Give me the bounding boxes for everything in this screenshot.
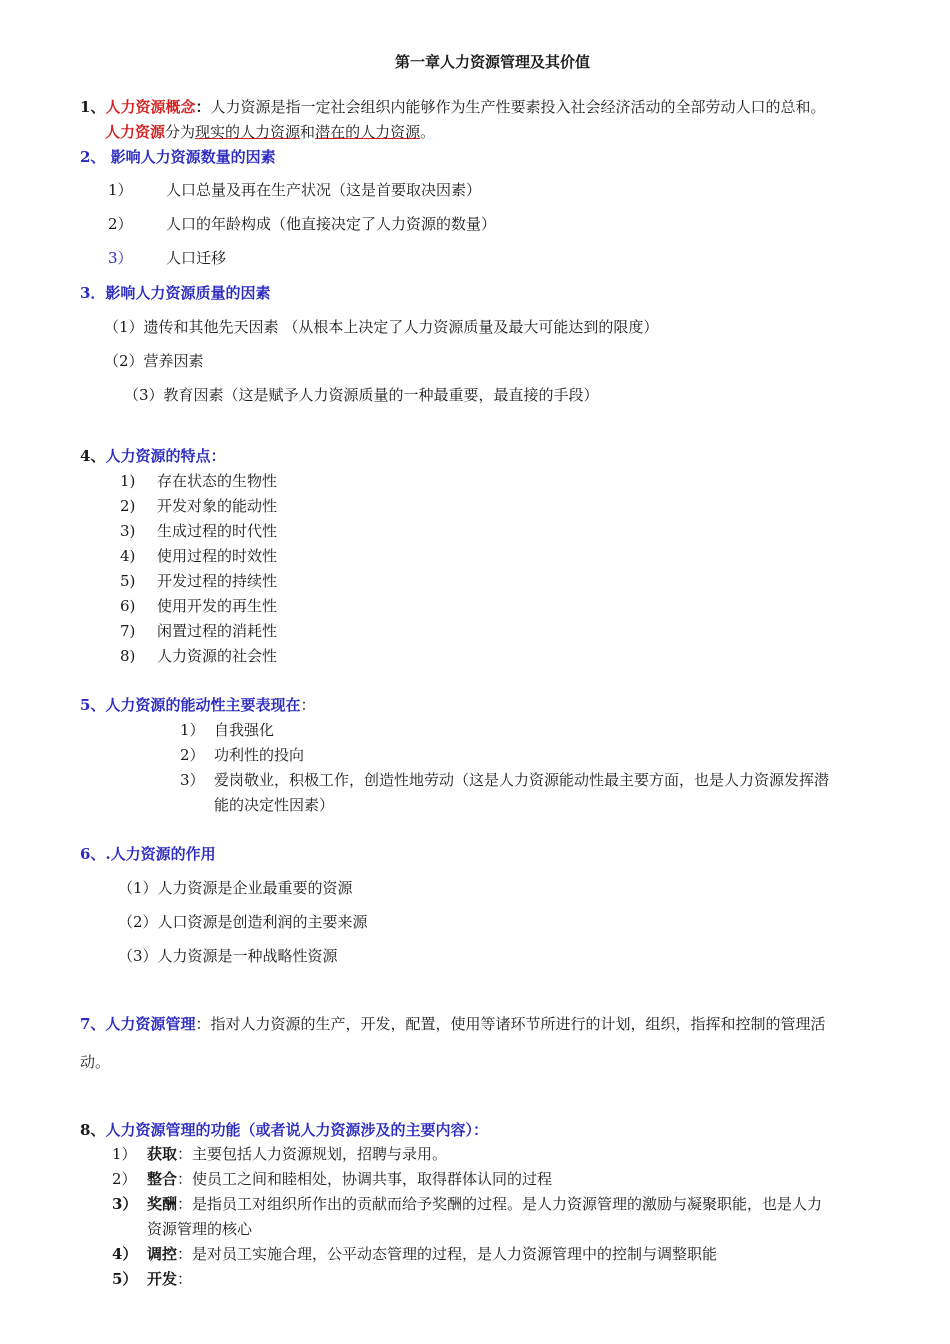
section-1-definition: 人力资源是指一定社会组织内能够作为生产性要素投入社会经济活动的全部劳动人口的总和。 — [210, 98, 826, 116]
s8-item-4-num: 4） — [112, 1245, 138, 1263]
s8-item-2-num: 2） — [112, 1170, 137, 1188]
s4-item-8-num: 8) — [120, 647, 136, 665]
section-8-heading: 人力资源管理的功能（或者说人力资源涉及的主要内容）： — [105, 1121, 488, 1139]
s5-item-2-num: 2） — [180, 746, 205, 764]
s4-item-5-num: 5) — [120, 572, 136, 590]
s2-item-3-num: 3） — [108, 249, 133, 267]
s4-item-1-num: 1) — [120, 472, 136, 490]
section-5-heading: 5、人力资源的能动性主要表现在 — [80, 696, 301, 714]
s8-item-1-text: ：主要包括人力资源规划，招聘与录用。 — [177, 1145, 448, 1163]
section-1-colon: ： — [195, 98, 211, 116]
s8-item-2 — [147, 1168, 552, 1190]
s8-item-3-text-cont: 资源管理的核心 — [147, 1220, 253, 1238]
section-5-colon: ： — [300, 696, 316, 714]
s8-item-5-num: 5） — [112, 1270, 138, 1288]
section-4-number: 4、 — [80, 447, 106, 465]
s4-item-1-text: 存在状态的生物性 — [157, 472, 278, 490]
s6-item-3: （3）人力资源是一种战略性资源 — [118, 947, 338, 965]
section-8-number: 8、 — [80, 1121, 106, 1139]
s4-item-7-num: 7) — [120, 622, 136, 640]
s8-item-1-num: 1） — [112, 1145, 137, 1163]
s6-item-2: （2）人口资源是创造利润的主要来源 — [118, 913, 368, 931]
s3-item-3: （3）教育因素（这是赋予人力资源质量的一种最重要，最直接的手段） — [124, 386, 599, 404]
s5-item-2-text: 功利性的投向 — [214, 746, 305, 764]
s8-item-1-key: 获取 — [147, 1145, 178, 1163]
s5-item-1-text: 自我强化 — [214, 721, 275, 739]
s8-item-1 — [147, 1143, 447, 1165]
section-1-line-1 — [80, 96, 825, 118]
s4-item-3-text: 生成过程的时代性 — [157, 522, 278, 540]
s4-item-6-num: 6) — [120, 597, 136, 615]
section-1-text-b: 和 — [300, 123, 316, 141]
section-7-line-1 — [80, 1013, 825, 1035]
section-1-text-end: 。 — [420, 123, 436, 141]
s8-item-3-num: 3） — [112, 1195, 138, 1213]
s4-item-8-text: 人力资源的社会性 — [157, 647, 278, 665]
s3-item-1: （1）遗传和其他先天因素 （从根本上决定了人力资源质量及最大可能达到的限度） — [104, 318, 659, 336]
s5-item-1-num: 1） — [180, 721, 205, 739]
section-1-number: 1、 — [80, 98, 106, 116]
s8-item-5-key: 开发 — [147, 1270, 178, 1288]
section-1-line-2 — [105, 121, 435, 143]
s2-item-3-text: 人口迁移 — [166, 249, 227, 267]
s5-item-3-text-cont: 能的决定性因素） — [214, 796, 335, 814]
potential-hr-underlined: 潜在的人力资源 — [315, 123, 421, 141]
s2-item-2-text: 人口的年龄构成（他直接决定了人力资源的数量） — [166, 215, 497, 233]
s8-item-4 — [147, 1243, 717, 1265]
s4-item-2-num: 2) — [120, 497, 136, 515]
s8-item-3 — [147, 1193, 822, 1215]
section-1-term-2: 人力资源 — [105, 123, 166, 141]
section-5-heading-line — [80, 694, 315, 716]
section-7-text: ：指对人力资源的生产，开发，配置，使用等诸环节所进行的计划，组织，指挥和控制的管理活 — [195, 1015, 826, 1033]
s4-item-4-num: 4) — [120, 547, 136, 565]
s8-item-4-text: ：是对员工实施合理，公平动态管理的过程，是人力资源管理中的控制与调整职能 — [177, 1245, 718, 1263]
real-hr-underlined: 现实的人力资源 — [195, 123, 301, 141]
section-6-heading: 6、.人力资源的作用 — [80, 845, 216, 863]
section-3-heading: 3．影响人力资源质量的因素 — [80, 284, 271, 302]
section-4-heading-line — [80, 445, 225, 467]
s8-item-2-text: ：使员工之间和睦相处，协调共事，取得群体认同的过程 — [177, 1170, 553, 1188]
section-2-heading: 2、 影响人力资源数量的因素 — [80, 148, 276, 166]
s2-item-1-num: 1） — [108, 181, 133, 199]
s2-item-2-num: 2） — [108, 215, 133, 233]
s8-item-5 — [147, 1268, 192, 1290]
page-title: 第一章人力资源管理及其价值 — [395, 53, 591, 71]
s8-item-3-text: ：是指员工对组织所作出的贡献而给予奖酬的过程。是人力资源管理的激励与凝聚职能，也是人力 — [177, 1195, 823, 1213]
section-1-text-a: 分为 — [165, 123, 196, 141]
s3-item-2: （2）营养因素 — [104, 352, 204, 370]
s8-item-3-key: 奖酬 — [147, 1195, 178, 1213]
s8-item-5-text: ： — [177, 1270, 193, 1288]
s4-item-5-text: 开发过程的持续性 — [157, 572, 278, 590]
s4-item-7-text: 闲置过程的消耗性 — [157, 622, 278, 640]
s4-item-2-text: 开发对象的能动性 — [157, 497, 278, 515]
s5-item-3-text: 爱岗敬业，积极工作，创造性地劳动（这是人力资源能动性最主要方面，也是人力资源发挥潜 — [214, 771, 830, 789]
section-7-heading: 7、人力资源管理 — [80, 1015, 196, 1033]
section-4-heading: 人力资源的特点： — [105, 447, 226, 465]
section-8-heading-line — [80, 1119, 488, 1141]
s6-item-1: （1）人力资源是企业最重要的资源 — [118, 879, 353, 897]
section-1-term: 人力资源概念 — [105, 98, 196, 116]
s5-item-3-num: 3） — [180, 771, 205, 789]
s8-item-2-key: 整合 — [147, 1170, 178, 1188]
s4-item-4-text: 使用过程的时效性 — [157, 547, 278, 565]
s4-item-6-text: 使用开发的再生性 — [157, 597, 278, 615]
s2-item-1-text: 人口总量及再在生产状况（这是首要取决因素） — [166, 181, 482, 199]
s4-item-3-num: 3) — [120, 522, 136, 540]
s8-item-4-key: 调控 — [147, 1245, 178, 1263]
section-7-line-2: 动。 — [80, 1053, 111, 1071]
